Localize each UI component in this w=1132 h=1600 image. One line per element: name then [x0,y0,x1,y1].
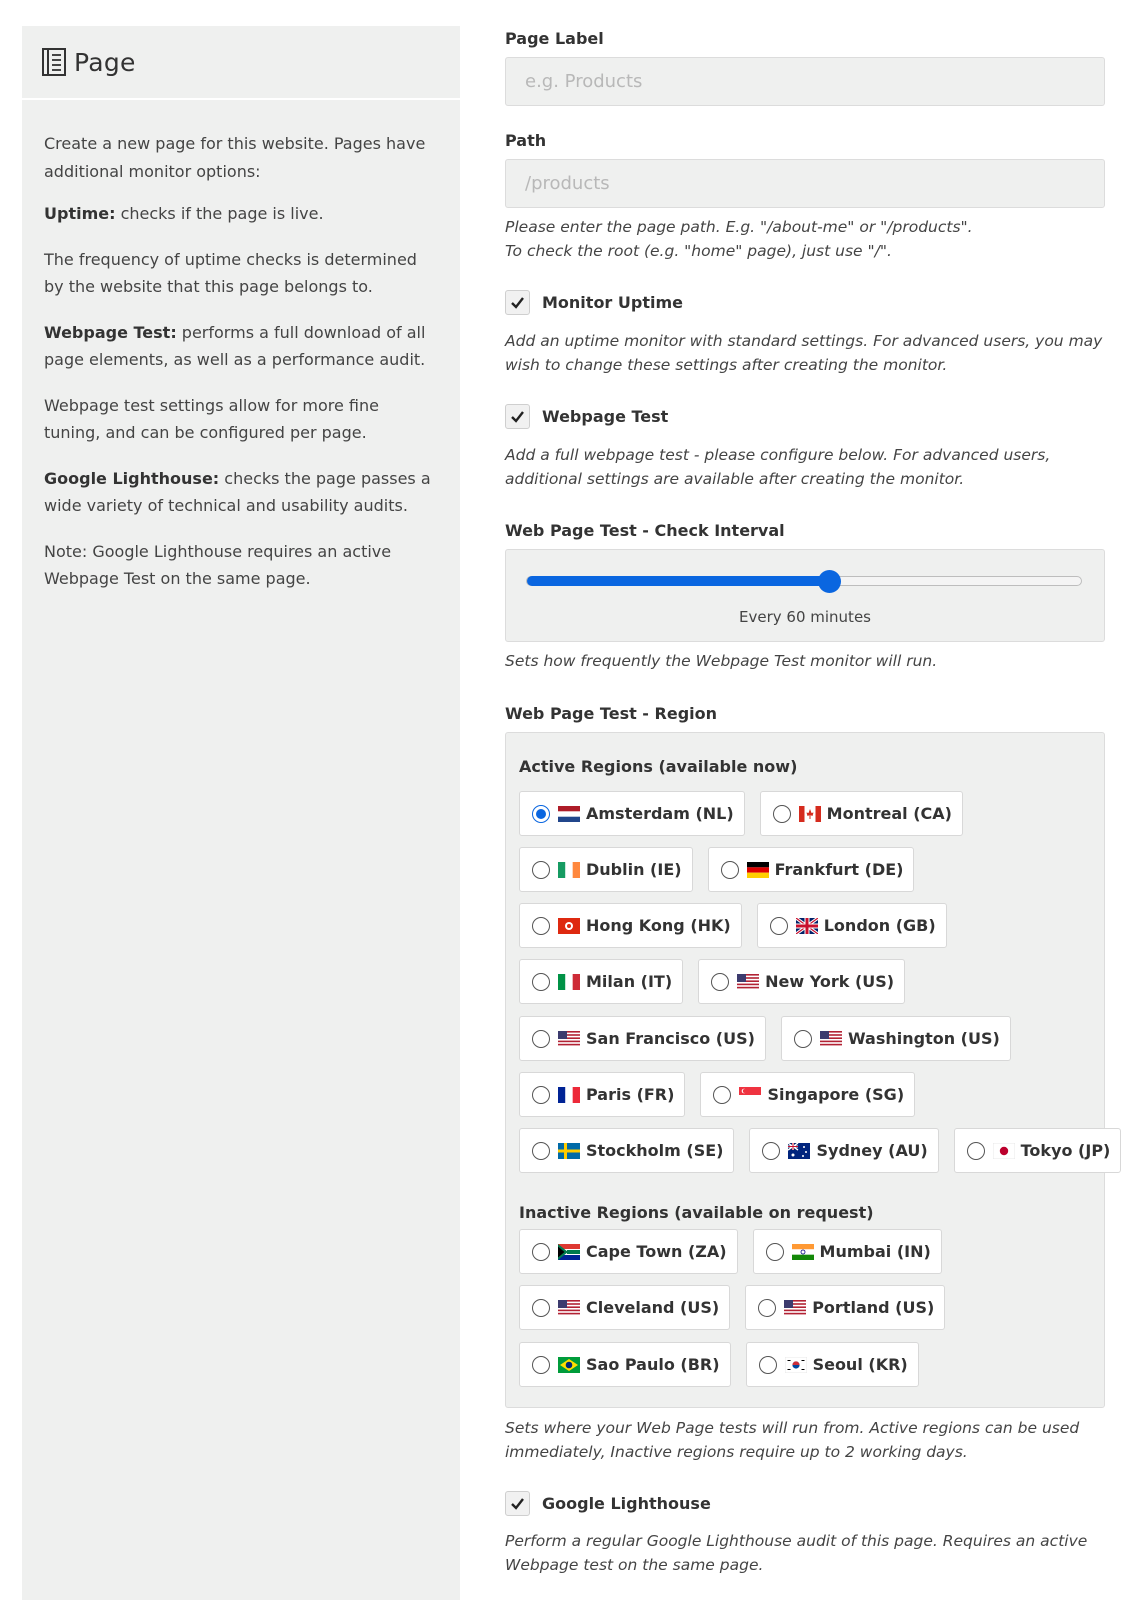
nl-flag-icon [558,806,580,822]
uptime-term: Uptime: [44,204,116,223]
webpage-test-row[interactable] [505,404,668,429]
page-label-input[interactable] [505,57,1105,106]
jp-flag-icon [993,1143,1015,1159]
region-row [519,847,914,892]
region-radio[interactable] [532,805,550,823]
region-name: Milan (IT) [586,972,673,991]
region-name: Cape Town (ZA) [586,1242,727,1261]
region-radio[interactable] [532,1030,550,1048]
google-lighthouse-checkbox[interactable] [505,1491,530,1516]
region-name: New York (US) [765,972,895,991]
kr-flag-icon [785,1357,807,1373]
ca-flag-icon [799,806,821,822]
lighthouse-description [44,465,438,520]
us-flag-icon [558,1300,580,1316]
uptime-description [44,200,438,228]
gb-flag-icon [796,918,818,934]
region-name: Cleveland (US) [586,1298,720,1317]
google-lighthouse-row[interactable] [505,1491,711,1516]
se-flag-icon [558,1143,580,1159]
region-radio[interactable] [713,1086,731,1104]
region-name: San Francisco (US) [586,1029,755,1048]
intro-text: Create a new page for this website. Pages have additional monitor options: [44,134,426,181]
webpage-test-label: Webpage Test [542,407,669,426]
path-help-line2: To check the root (e.g. "home" page), just use "/". [505,242,892,260]
region-option-cape-town-za[interactable] [519,1229,738,1274]
webpage-test-text: performs a full download of all page elements, as well as a performance audit. [44,322,426,369]
check-interval-help: Sets how frequently the Webpage Test monitor will run. [505,652,938,670]
monitor-uptime-help: Add an uptime monitor with standard settings. For advanced users, you may wish to change these settings after creating the monitor. [505,332,1103,374]
path-help [505,215,1105,263]
region-row [519,903,947,948]
monitor-uptime-label: Monitor Uptime [542,293,683,312]
region-name: Seoul (KR) [812,1355,908,1374]
region-radio[interactable] [532,1356,550,1374]
region-option-montreal-ca[interactable] [760,791,963,836]
webpage-test-help: Add a full webpage test - please configure below. For advanced users, additional settings are available after creating the monitor. [505,446,1051,488]
sidebar-title: Page [74,47,136,77]
region-name: Sydney (AU) [816,1141,928,1160]
sidebar [22,26,460,1600]
region-row [519,1342,919,1387]
region-row [519,1016,1011,1061]
lighthouse-term: Google Lighthouse: [44,468,220,488]
region-box [505,732,1111,1408]
google-lighthouse-help: Perform a regular Google Lighthouse audit of this page. Requires an active Webpage test on the same page. [505,1532,1088,1574]
region-row [519,959,905,1004]
google-lighthouse-label: Google Lighthouse [542,1494,711,1513]
page-icon [42,48,66,76]
region-radio[interactable] [711,973,729,991]
region-name: Mumbai (IN) [819,1242,931,1261]
region-option-amsterdam-nl[interactable] [519,791,745,836]
checkmark-icon [510,1496,525,1511]
region-radio[interactable] [532,1086,550,1104]
check-interval-caption: Every 60 minutes [739,608,871,626]
checkmark-icon [510,295,525,310]
path-input[interactable] [505,159,1105,208]
region-option-san-francisco-us[interactable] [519,1016,766,1061]
region-radio[interactable] [967,1142,985,1160]
check-interval-slider[interactable] [526,576,1082,586]
uptime-text: checks if the page is live. [115,204,324,223]
region-name: Portland (US) [812,1298,935,1317]
sidebar-description [22,100,460,593]
sg-flag-icon [739,1087,761,1103]
region-option-frankfurt-de[interactable] [708,847,915,892]
lighthouse-text: checks the page passes a wide variety of technical and usability audits. [44,468,431,515]
region-name: Hong Kong (HK) [586,916,731,935]
region-option-stockholm-se[interactable] [519,1128,734,1173]
region-name: Frankfurt (DE) [774,860,904,879]
region-row [519,1072,915,1117]
region-row [519,1128,1121,1173]
region-radio[interactable] [721,861,739,879]
sidebar-header [22,26,460,100]
region-option-london-gb[interactable] [757,903,947,948]
au-flag-icon [788,1143,810,1159]
region-option-singapore-sg[interactable] [700,1072,915,1117]
region-name: Amsterdam (NL) [586,804,734,823]
region-option-mumbai-in[interactable] [753,1229,942,1274]
region-radio[interactable] [532,1243,550,1261]
region-radio[interactable] [766,1243,784,1261]
region-radio[interactable] [532,861,550,879]
region-option-sydney-au[interactable] [749,1128,938,1173]
region-option-washington-us[interactable] [781,1016,1011,1061]
region-radio[interactable] [532,973,550,991]
region-option-portland-us[interactable] [745,1285,945,1330]
region-row [519,1229,942,1274]
us-flag-icon [820,1031,842,1047]
region-radio[interactable] [532,917,550,935]
region-name: Montreal (CA) [826,804,952,823]
it-flag-icon [558,974,580,990]
fr-flag-icon [558,1087,580,1103]
region-option-paris-fr[interactable] [519,1072,685,1117]
region-option-cleveland-us[interactable] [519,1285,730,1330]
inactive-regions-heading: Inactive Regions (available on request) [519,1203,874,1222]
us-flag-icon [784,1300,806,1316]
check-interval-label: Web Page Test - Check Interval [505,521,785,540]
slider-fill [527,576,829,586]
checkmark-icon [510,409,525,424]
de-flag-icon [747,862,769,878]
webpage-test-checkbox[interactable] [505,404,530,429]
check-interval-slider-box [505,549,1105,642]
region-name: Stockholm (SE) [586,1141,724,1160]
in-flag-icon [792,1244,814,1260]
region-option-dublin-ie[interactable] [519,847,693,892]
region-option-hong-kong-hk[interactable] [519,903,742,948]
path-help-line1: Please enter the page path. E.g. "/about-me" or "/products". [505,218,973,236]
region-option-new-york-us[interactable] [698,959,905,1004]
region-option-sao-paulo-br[interactable] [519,1342,731,1387]
settings-text: Webpage test settings allow for more fine tuning, and can be configured per page. [44,395,379,442]
webpage-test-description [44,319,438,374]
frequency-text: The frequency of uptime checks is determined by the website that this page belongs to. [44,249,417,296]
br-flag-icon [558,1357,580,1373]
region-radio[interactable] [532,1299,550,1317]
region-radio[interactable] [773,805,791,823]
monitor-uptime-row[interactable] [505,290,683,315]
monitor-uptime-checkbox[interactable] [505,290,530,315]
region-radio[interactable] [532,1142,550,1160]
region-row [519,791,963,836]
note-text: Note: Google Lighthouse requires an active Webpage Test on the same page. [44,541,392,588]
region-radio[interactable] [794,1030,812,1048]
us-flag-icon [558,1031,580,1047]
active-regions-heading: Active Regions (available now) [519,757,798,776]
path-label: Path [505,131,547,150]
region-radio[interactable] [762,1142,780,1160]
region-name: Tokyo (JP) [1020,1141,1111,1160]
us-flag-icon [737,974,759,990]
region-option-milan-it[interactable] [519,959,683,1004]
webpage-test-term: Webpage Test: [44,322,177,342]
region-help: Sets where your Web Page tests will run from. Active regions can be used immediately, Inactive regions require up to 2 working days. [505,1419,1080,1461]
region-name: Sao Paulo (BR) [586,1355,720,1374]
region-option-tokyo-jp[interactable] [954,1128,1122,1173]
region-name: Dublin (IE) [586,860,682,879]
page-label-label: Page Label [505,29,604,48]
region-name: Washington (US) [847,1029,1000,1048]
region-radio[interactable] [759,1356,777,1374]
region-radio[interactable] [758,1299,776,1317]
region-label: Web Page Test - Region [505,704,718,723]
region-name: London (GB) [823,916,936,935]
slider-thumb[interactable] [818,570,841,593]
region-name: Singapore (SG) [767,1085,905,1104]
region-radio[interactable] [770,917,788,935]
region-name: Paris (FR) [586,1085,675,1104]
ie-flag-icon [558,862,580,878]
hk-flag-icon [558,918,580,934]
region-option-seoul-kr[interactable] [746,1342,919,1387]
region-row [519,1285,945,1330]
za-flag-icon [558,1244,580,1260]
